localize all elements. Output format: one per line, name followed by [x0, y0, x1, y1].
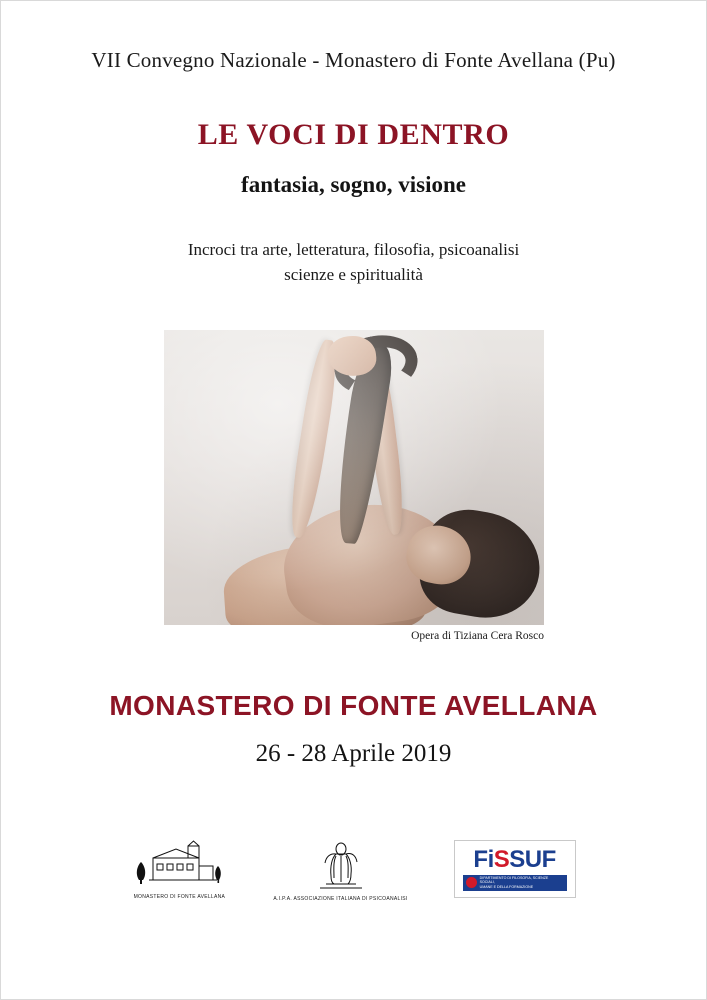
page-subtitle: fantasia, sogno, visione: [241, 172, 466, 197]
conference-header: VII Convegno Nazionale - Monastero di Fonte Avellana (Pu): [91, 48, 616, 72]
description-block: [0, 238, 707, 287]
figure-torso: [221, 538, 427, 625]
fissuf-department-bar: [463, 875, 567, 891]
fissuf-department-line-1: DIPARTIMENTO DI FILOSOFIA, SCIENZE SOCIALI,: [479, 875, 549, 885]
figure-hands: [326, 334, 378, 379]
university-seal-icon: [466, 877, 477, 888]
page-title: LE VOCI DI DENTRO: [197, 118, 510, 151]
figure-shoulder: [276, 494, 461, 625]
figure-right-arm: [360, 344, 408, 536]
fissuf-wordmark-icon: [454, 840, 576, 898]
monastero-logo-caption: MONASTERO DI FONTE AVELLANA: [133, 894, 226, 900]
fissuf-logo: [454, 840, 576, 898]
fissuf-letter-f: F: [473, 845, 488, 873]
fissuf-letter-s2: S: [509, 845, 525, 873]
horn-curve: [329, 330, 423, 402]
aipa-logo: [273, 840, 407, 902]
figure-left-arm: [285, 338, 342, 540]
fissuf-letter-u: U: [524, 845, 542, 873]
artwork-image: [164, 330, 544, 625]
monastero-logo: [131, 840, 227, 900]
logo-row: [0, 840, 707, 902]
fissuf-letter-s1: S: [493, 845, 510, 873]
fissuf-department-text: [480, 876, 564, 889]
event-dates: 26 - 28 Aprile 2019: [255, 740, 452, 767]
figure-hair: [414, 503, 544, 625]
fissuf-wordmark-text: [473, 845, 556, 873]
description-line-2: scienze e spiritualità: [284, 264, 423, 284]
description-line-1: Incroci tra arte, letteratura, filosofia, psicoanalisi: [187, 240, 520, 259]
artwork-caption: Opera di Tiziana Cera Rosco: [411, 630, 544, 642]
classical-figure-icon: [312, 840, 370, 892]
monastery-building-icon: [131, 840, 227, 890]
aipa-logo-caption: A.I.P.A. ASSOCIAZIONE ITALIANA DI PSICOANALISI: [273, 896, 408, 902]
horn-object: [328, 344, 395, 545]
fissuf-letter-i: i: [487, 845, 494, 873]
fissuf-department-line-2: UMANE E DELLA FORMAZIONE: [479, 884, 534, 889]
artwork-figure: [164, 330, 544, 625]
figure-head: [402, 520, 477, 590]
fissuf-letter-f2: F: [541, 845, 556, 873]
venue-name: MONASTERO DI FONTE AVELLANA: [109, 690, 598, 721]
